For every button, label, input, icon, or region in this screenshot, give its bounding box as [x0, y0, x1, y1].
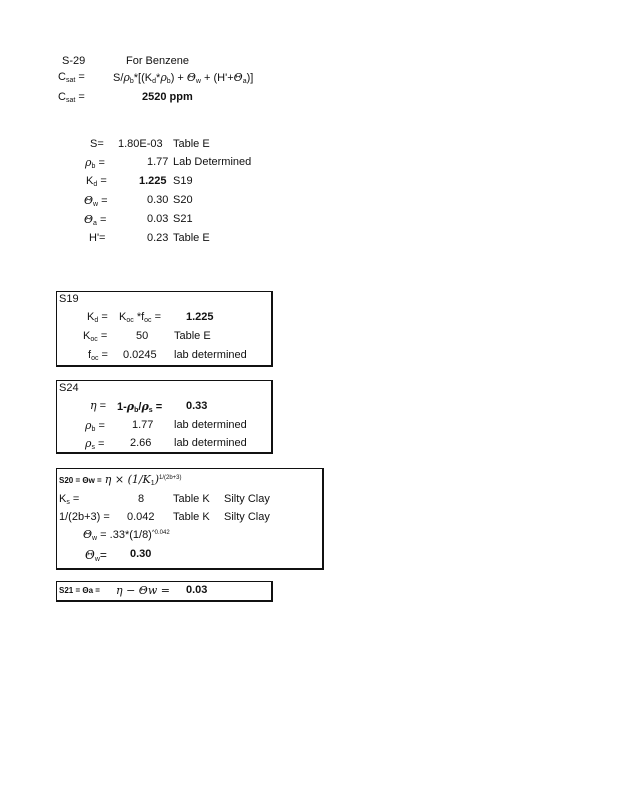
- s24-rho-s-source: lab determined: [174, 437, 247, 449]
- s19-box: [56, 291, 273, 367]
- s24-eta-label: η =: [90, 399, 107, 412]
- s19-kd-label: $K_d$ =: [87, 311, 108, 324]
- param-s: S=: [90, 138, 104, 150]
- s19-title: S19: [59, 293, 79, 305]
- s24-rho-s-value: 2.66: [130, 437, 152, 449]
- param-theta-w-source: S20: [173, 194, 193, 206]
- param-s-value: 1.80E-03: [118, 138, 163, 150]
- s19-kd-value: 1.225: [186, 311, 214, 323]
- s24-value: 0.33: [186, 400, 208, 412]
- s21-value: 0.03: [186, 584, 208, 596]
- s24-title: S24: [59, 382, 79, 394]
- param-h-source: Table E: [173, 232, 210, 244]
- s19-koc-label: $K_{oc}$ =: [83, 330, 108, 343]
- param-theta-a: $\Theta_a$ =: [84, 213, 107, 227]
- param-theta-w: $\Theta_w$ =: [84, 194, 108, 208]
- s20-ks-source: Table K: [173, 493, 210, 505]
- s24-box: [56, 380, 273, 454]
- s20-exp-source: Table K: [173, 511, 210, 523]
- s20-result-value: 0.30: [130, 548, 152, 560]
- s24-rho-b-source: lab determined: [174, 419, 247, 431]
- param-h-value: 0.23: [147, 232, 169, 244]
- param-kd-source: S19: [173, 175, 193, 187]
- param-s-source: Table E: [173, 138, 210, 150]
- s20-result-label: $\Theta_w=$: [85, 548, 107, 563]
- s20-box: [56, 468, 324, 570]
- s20-calc: $\Theta_w = .33*(1/8)^{\^{}0.042}$: [83, 528, 170, 542]
- s19-foc-label: $f_{oc}$ =: [88, 349, 108, 362]
- s19-kd-formula: $K_{oc}$ $*f_{oc}$ =: [119, 311, 162, 324]
- param-kd: $K_d$ =: [86, 175, 107, 188]
- s21-label: S21 = Θa =: [59, 586, 100, 595]
- param-rho-b-source: Lab Determined: [173, 156, 252, 168]
- s24-rho-b-value: 1.77: [132, 419, 154, 431]
- s19-foc-value: 0.0245: [123, 349, 157, 361]
- csat-result-label: $C_{sat}$ =: [58, 91, 85, 104]
- param-theta-a-value: 0.03: [147, 213, 169, 225]
- param-rho-b-value: 1.77: [147, 156, 169, 168]
- csat-label: $C_{sat}$ =: [58, 71, 85, 84]
- s20-exp-soil: Silty Clay: [224, 511, 270, 523]
- s24-formula: $1-\rho_b/\rho_s$ =: [117, 400, 163, 414]
- csat-formula: $S/\rho_b*[(K_d*\rho_b) + \Theta_w + (H'+\Theta_a)]$: [113, 71, 254, 85]
- s21-formula: η − Θw =: [116, 584, 170, 597]
- s24-rho-s-label: $\rho_s$ =: [85, 437, 105, 451]
- section-title: For Benzene: [126, 55, 189, 67]
- s19-koc-value: 50: [136, 330, 149, 342]
- param-theta-a-source: S21: [173, 213, 193, 225]
- s24-rho-b-label: $\rho_b$ =: [85, 419, 105, 433]
- s20-ks-soil: Silty Clay: [224, 493, 270, 505]
- s20-ks-value: 8: [138, 493, 145, 505]
- param-rho-b: $\rho_b$ =: [85, 156, 105, 170]
- param-h: H'=: [89, 232, 106, 244]
- section-id: S-29: [62, 55, 86, 67]
- param-kd-value: 1.225: [139, 175, 167, 187]
- s20-ks-label: $K_s$ =: [59, 493, 80, 506]
- csat-result-value: 2520 ppm: [142, 91, 193, 103]
- s20-title: $S20 = \Theta w = \eta \times (1/K_1)^{1/(2b+3)}$: [59, 473, 182, 487]
- s19-foc-source: lab determined: [174, 349, 247, 361]
- s19-koc-source: Table E: [174, 330, 211, 342]
- param-theta-w-value: 0.30: [147, 194, 169, 206]
- s20-exp-label: 1/(2b+3) =: [59, 511, 110, 523]
- s21-box: [56, 581, 273, 602]
- s20-exp-value: 0.042: [127, 511, 155, 523]
